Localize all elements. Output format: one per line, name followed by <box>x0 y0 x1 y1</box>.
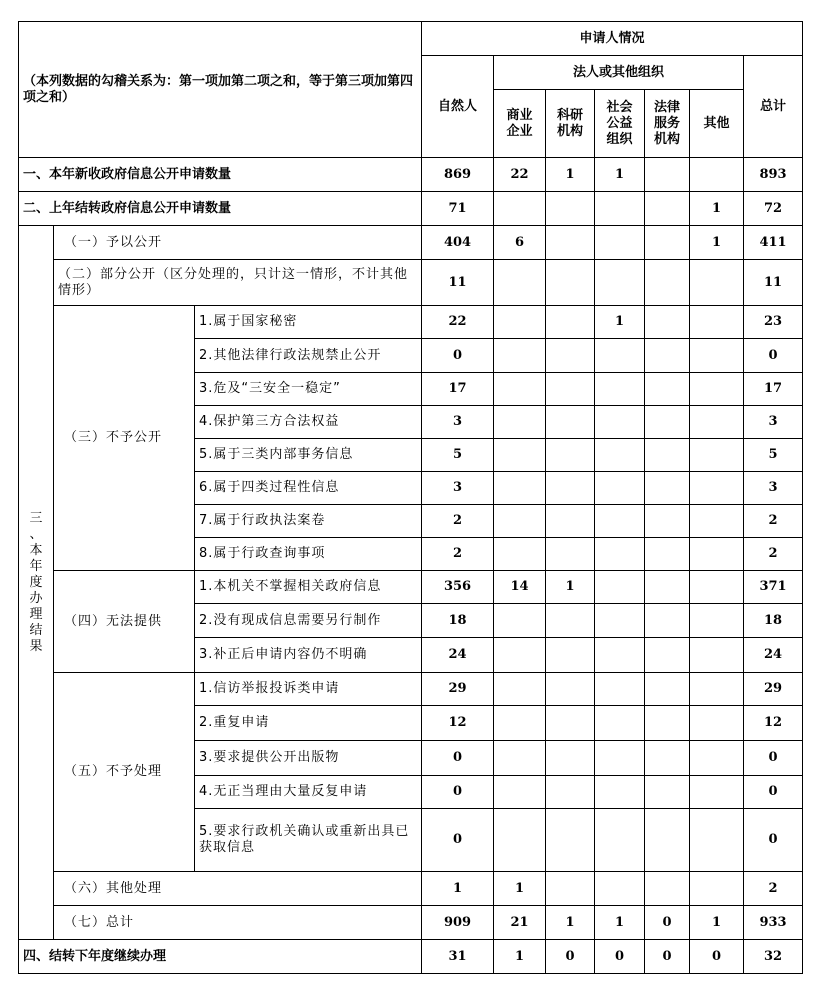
header-row-1 <box>19 22 803 56</box>
cell-public-welfare <box>595 571 645 604</box>
cell-public-welfare <box>595 505 645 538</box>
section3-label-char: 本 <box>29 542 43 558</box>
cell-legal-service <box>645 406 690 439</box>
cell-natural-person: 404 <box>422 226 494 260</box>
section3-label-char: 度 <box>29 574 43 590</box>
row-label: （二）部分公开（区分处理的，只计这一情形，不计其他情形） <box>54 260 422 306</box>
cell-other <box>690 741 744 776</box>
cell-legal-service <box>645 373 690 406</box>
cell-natural-person: 24 <box>422 638 494 673</box>
cell-research <box>546 741 595 776</box>
row-section3-total <box>19 906 803 940</box>
cell-total: 5 <box>744 439 803 472</box>
cell-natural-person: 18 <box>422 604 494 638</box>
cell-other <box>690 604 744 638</box>
cell-natural-person: 2 <box>422 505 494 538</box>
cell-total: 371 <box>744 571 803 604</box>
not-processed-label: （五）不予处理 <box>54 673 195 872</box>
cell-research <box>546 226 595 260</box>
cell-total: 933 <box>744 906 803 940</box>
cell-other <box>690 505 744 538</box>
cell-natural-person: 22 <box>422 306 494 339</box>
cell-other <box>690 538 744 571</box>
item-label: 8.属于行政查询事项 <box>195 538 422 571</box>
not-disclosed-label: （三）不予公开 <box>54 306 195 571</box>
cell-legal-service <box>645 809 690 872</box>
row-carry-to-next-year <box>19 940 803 974</box>
cell-legal-service <box>645 192 690 226</box>
cell-research <box>546 505 595 538</box>
section3-label-char: 三 <box>29 510 43 526</box>
cell-other <box>690 776 744 809</box>
cell-legal-service <box>645 673 690 706</box>
cell-total: 3 <box>744 472 803 505</box>
cell-natural-person: 356 <box>422 571 494 604</box>
row-partially-disclosed <box>19 260 803 306</box>
cell-research: 0 <box>546 940 595 974</box>
header-research: 科研 机构 <box>546 90 595 158</box>
cell-research <box>546 872 595 906</box>
header-legal-group: 法人或其他组织 <box>494 56 744 90</box>
cell-natural-person: 31 <box>422 940 494 974</box>
item-label: 7.属于行政执法案卷 <box>195 505 422 538</box>
cell-legal-service <box>645 260 690 306</box>
cell-commercial <box>494 192 546 226</box>
cell-commercial <box>494 741 546 776</box>
cell-legal-service <box>645 638 690 673</box>
info-disclosure-report-table <box>18 21 803 974</box>
cell-other <box>690 872 744 906</box>
cell-natural-person: 0 <box>422 741 494 776</box>
cell-public-welfare <box>595 809 645 872</box>
item-label: 1.信访举报投诉类申请 <box>195 673 422 706</box>
cell-other <box>690 339 744 373</box>
cell-research <box>546 472 595 505</box>
row-other-processing <box>19 872 803 906</box>
cell-research <box>546 538 595 571</box>
cell-legal-service <box>645 604 690 638</box>
section3-label <box>19 226 54 940</box>
cell-total: 18 <box>744 604 803 638</box>
cell-commercial: 1 <box>494 872 546 906</box>
item-label: 2.重复申请 <box>195 706 422 741</box>
item-label: 3.补正后申请内容仍不明确 <box>195 638 422 673</box>
cell-natural-person: 29 <box>422 673 494 706</box>
section3-label-char: 、 <box>29 526 43 542</box>
item-label: 1.本机关不掌握相关政府信息 <box>195 571 422 604</box>
cell-legal-service: 0 <box>645 906 690 940</box>
cell-commercial <box>494 306 546 339</box>
cell-natural-person: 869 <box>422 158 494 192</box>
item-label: 1.属于国家秘密 <box>195 306 422 339</box>
cell-other: 1 <box>690 906 744 940</box>
cell-natural-person: 3 <box>422 472 494 505</box>
cell-research: 1 <box>546 906 595 940</box>
cell-commercial <box>494 373 546 406</box>
cell-natural-person: 0 <box>422 809 494 872</box>
cell-commercial <box>494 260 546 306</box>
cell-total: 2 <box>744 505 803 538</box>
item-label: 2.没有现成信息需要另行制作 <box>195 604 422 638</box>
cell-commercial <box>494 339 546 373</box>
cell-public-welfare <box>595 638 645 673</box>
cell-other: 1 <box>690 226 744 260</box>
header-total: 总计 <box>744 56 803 158</box>
item-label: 2.其他法律行政法规禁止公开 <box>195 339 422 373</box>
cell-research <box>546 706 595 741</box>
cell-total: 23 <box>744 306 803 339</box>
cell-natural-person: 17 <box>422 373 494 406</box>
cell-other <box>690 706 744 741</box>
cell-natural-person: 11 <box>422 260 494 306</box>
cell-public-welfare: 1 <box>595 906 645 940</box>
cell-research <box>546 638 595 673</box>
cell-research <box>546 260 595 306</box>
cell-total: 24 <box>744 638 803 673</box>
cell-public-welfare <box>595 406 645 439</box>
cell-natural-person: 0 <box>422 776 494 809</box>
row-label: （七）总计 <box>54 906 422 940</box>
section3-label-char: 年 <box>29 558 43 574</box>
cell-total: 0 <box>744 741 803 776</box>
cell-research <box>546 673 595 706</box>
cell-legal-service <box>645 741 690 776</box>
not-disclosed-item <box>19 306 803 339</box>
item-label: 6.属于四类过程性信息 <box>195 472 422 505</box>
cell-total: 17 <box>744 373 803 406</box>
cell-commercial <box>494 406 546 439</box>
cell-research: 1 <box>546 571 595 604</box>
cell-total: 12 <box>744 706 803 741</box>
cell-commercial <box>494 604 546 638</box>
cell-commercial <box>494 439 546 472</box>
section3-label-char: 办 <box>29 590 43 606</box>
unable-to-provide-item <box>19 571 803 604</box>
header-other: 其他 <box>690 90 744 158</box>
cell-legal-service <box>645 538 690 571</box>
cell-research <box>546 339 595 373</box>
cell-legal-service <box>645 226 690 260</box>
cell-other <box>690 373 744 406</box>
cell-research <box>546 439 595 472</box>
cell-commercial <box>494 638 546 673</box>
cell-public-welfare <box>595 776 645 809</box>
cell-other <box>690 406 744 439</box>
cell-research <box>546 192 595 226</box>
cell-research <box>546 604 595 638</box>
cell-public-welfare: 1 <box>595 158 645 192</box>
cell-commercial <box>494 472 546 505</box>
cell-public-welfare <box>595 226 645 260</box>
cell-public-welfare <box>595 439 645 472</box>
cell-public-welfare <box>595 673 645 706</box>
row-label: 四、结转下年度继续办理 <box>19 940 422 974</box>
cell-legal-service <box>645 571 690 604</box>
item-label: 4.保护第三方合法权益 <box>195 406 422 439</box>
cell-natural-person: 2 <box>422 538 494 571</box>
cell-research: 1 <box>546 158 595 192</box>
cell-public-welfare <box>595 741 645 776</box>
cell-other <box>690 472 744 505</box>
cell-total: 893 <box>744 158 803 192</box>
row-label: （一）予以公开 <box>54 226 422 260</box>
cell-legal-service <box>645 306 690 339</box>
section3-label-char: 果 <box>29 638 43 654</box>
cell-legal-service <box>645 439 690 472</box>
cell-total: 0 <box>744 776 803 809</box>
cell-total: 3 <box>744 406 803 439</box>
cell-total: 29 <box>744 673 803 706</box>
cell-total: 2 <box>744 538 803 571</box>
row-label: 一、本年新收政府信息公开申请数量 <box>19 158 422 192</box>
cell-commercial <box>494 809 546 872</box>
cell-total: 0 <box>744 339 803 373</box>
cell-legal-service <box>645 505 690 538</box>
unable-to-provide-label: （四）无法提供 <box>54 571 195 673</box>
cell-commercial: 22 <box>494 158 546 192</box>
cell-natural-person: 909 <box>422 906 494 940</box>
cell-commercial <box>494 776 546 809</box>
cell-commercial: 14 <box>494 571 546 604</box>
cell-total: 0 <box>744 809 803 872</box>
cell-natural-person: 0 <box>422 339 494 373</box>
cell-public-welfare <box>595 373 645 406</box>
item-label: 5.属于三类内部事务信息 <box>195 439 422 472</box>
header-commercial: 商业 企业 <box>494 90 546 158</box>
cell-commercial <box>494 673 546 706</box>
item-label: 4.无正当理由大量反复申请 <box>195 776 422 809</box>
header-public-welfare: 社会 公益 组织 <box>595 90 645 158</box>
cell-public-welfare <box>595 192 645 226</box>
cell-total: 72 <box>744 192 803 226</box>
item-label: 3.要求提供公开出版物 <box>195 741 422 776</box>
header-applicant-group: 申请人情况 <box>422 22 803 56</box>
cell-research <box>546 373 595 406</box>
row-label: 二、上年结转政府信息公开申请数量 <box>19 192 422 226</box>
cell-commercial <box>494 706 546 741</box>
cell-other: 1 <box>690 192 744 226</box>
row-label: （六）其他处理 <box>54 872 422 906</box>
cell-public-welfare: 1 <box>595 306 645 339</box>
header-natural-person: 自然人 <box>422 56 494 158</box>
cell-total: 11 <box>744 260 803 306</box>
cell-commercial <box>494 538 546 571</box>
cell-research <box>546 809 595 872</box>
cell-other <box>690 260 744 306</box>
cell-natural-person: 12 <box>422 706 494 741</box>
cell-public-welfare <box>595 604 645 638</box>
cell-public-welfare <box>595 538 645 571</box>
cell-public-welfare: 0 <box>595 940 645 974</box>
cell-legal-service <box>645 158 690 192</box>
cell-legal-service <box>645 872 690 906</box>
cell-other: 0 <box>690 940 744 974</box>
cell-other <box>690 638 744 673</box>
row-carried-over <box>19 192 803 226</box>
cell-public-welfare <box>595 872 645 906</box>
cell-other <box>690 158 744 192</box>
cell-legal-service <box>645 776 690 809</box>
row-disclosed <box>19 226 803 260</box>
item-label: 5.要求行政机关确认或重新出具已获取信息 <box>195 809 422 872</box>
cell-commercial: 6 <box>494 226 546 260</box>
header-legal-service: 法律 服务 机构 <box>645 90 690 158</box>
cell-other <box>690 571 744 604</box>
section3-label-char: 理 <box>29 606 43 622</box>
cell-public-welfare <box>595 260 645 306</box>
cell-other <box>690 673 744 706</box>
cell-research <box>546 406 595 439</box>
header-note: （本列数据的勾稽关系为：第一项加第二项之和，等于第三项加第四项之和） <box>19 22 422 158</box>
cell-public-welfare <box>595 706 645 741</box>
row-new-requests <box>19 158 803 192</box>
cell-research <box>546 776 595 809</box>
cell-other <box>690 809 744 872</box>
cell-natural-person: 1 <box>422 872 494 906</box>
cell-commercial: 1 <box>494 940 546 974</box>
cell-natural-person: 71 <box>422 192 494 226</box>
cell-legal-service <box>645 706 690 741</box>
cell-legal-service <box>645 472 690 505</box>
cell-commercial <box>494 505 546 538</box>
cell-natural-person: 3 <box>422 406 494 439</box>
cell-public-welfare <box>595 339 645 373</box>
cell-other <box>690 306 744 339</box>
cell-natural-person: 5 <box>422 439 494 472</box>
cell-commercial: 21 <box>494 906 546 940</box>
cell-other <box>690 439 744 472</box>
cell-legal-service <box>645 339 690 373</box>
item-label: 3.危及“三安全一稳定” <box>195 373 422 406</box>
cell-total: 411 <box>744 226 803 260</box>
cell-research <box>546 306 595 339</box>
cell-legal-service: 0 <box>645 940 690 974</box>
cell-public-welfare <box>595 472 645 505</box>
cell-total: 32 <box>744 940 803 974</box>
section3-label-char: 结 <box>29 622 43 638</box>
cell-total: 2 <box>744 872 803 906</box>
not-processed-item <box>19 673 803 706</box>
